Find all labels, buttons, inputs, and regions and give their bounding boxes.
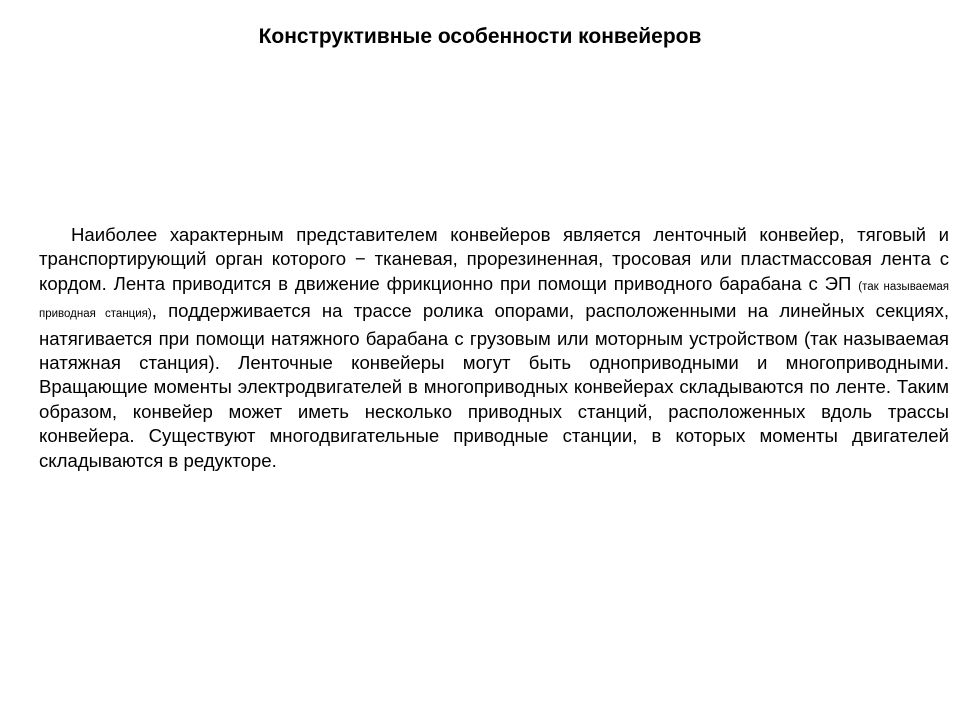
slide-title: Конструктивные особенности конвейеров	[258, 25, 702, 48]
body-paragraph	[39, 223, 949, 473]
body-text-part-1: Наиболее характерным представителем конвейеров является ленточный конвейер, тяговый и транспортирующий орган которого − тканевая, прорезиненная, тросовая или пластмассовая лента с кордом. Лента приводится в движение фрикционно при помощи приводного барабана с ЭП	[39, 224, 949, 294]
body-small-note: (так называемая приводная станция)	[39, 280, 949, 321]
body-text-part-2: , поддерживается на трассе ролика опорами, расположенными на линейных секциях, натягивается при помощи натяжного барабана с грузовым или моторным устройством (так называемая натяжная станция). Ленточные конвейеры могут быть одноприводными и многоприводными. Вращающие моменты электродвигателей в многоприводных конвейерах складываются по ленте. Таким образом, конвейер может иметь несколько приводных станций, расположенных вдоль трассы конвейера. Существуют многодвигательные приводные станции, в которых моменты двигателей складываются в редукторе.	[39, 300, 949, 471]
